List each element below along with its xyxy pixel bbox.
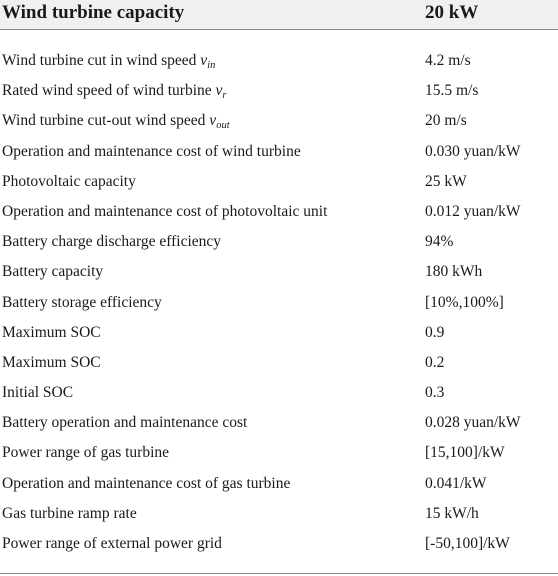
row-label: Battery operation and maintenance cost <box>2 414 248 432</box>
variable-symbol: v <box>215 82 223 100</box>
row-label: Battery charge discharge efficiency <box>2 233 222 251</box>
row-label: Operation and maintenance cost of wind turbine <box>2 142 301 160</box>
row-value: 25 kW <box>425 172 467 190</box>
row-label: Maximum SOC <box>2 323 101 341</box>
variable-subscript: out <box>216 120 230 132</box>
row-label-text: Wind turbine cut-out wind speed <box>2 112 210 130</box>
row-label: Initial SOC <box>2 384 74 402</box>
table-row <box>0 378 558 408</box>
row-label: Operation and maintenance cost of gas turbine <box>2 474 291 492</box>
table-row <box>0 76 558 106</box>
header-value: 20 kW <box>425 2 479 23</box>
row-label: Power range of external power grid <box>2 535 222 552</box>
table-row <box>0 438 558 468</box>
variable-symbol: v <box>209 112 217 130</box>
table-body <box>0 46 558 559</box>
row-value: 0.041/kW <box>425 474 487 492</box>
row-value: 0.3 <box>425 384 445 402</box>
row-value: 15 kW/h <box>425 504 479 522</box>
row-label: Maximum SOC <box>2 353 101 371</box>
table-row <box>0 529 558 559</box>
row-value: 4.2 m/s <box>425 52 471 69</box>
variable-symbol: v <box>200 52 208 69</box>
table-row <box>0 106 558 136</box>
row-value: 0.012 yuan/kW <box>425 202 521 220</box>
table-bottom-rule <box>0 573 558 574</box>
row-label: Power range of gas turbine <box>2 444 170 462</box>
row-label-text: Rated wind speed of wind turbine <box>2 82 216 100</box>
table-row <box>0 499 558 529</box>
table-row <box>0 348 558 378</box>
row-value: [-50,100]/kW <box>425 535 510 552</box>
row-value: 20 m/s <box>425 112 467 130</box>
table-row <box>0 318 558 348</box>
row-label: Photovoltaic capacity <box>2 172 136 190</box>
table-header <box>0 0 558 30</box>
table-row <box>0 227 558 257</box>
row-value: 0.028 yuan/kW <box>425 414 521 432</box>
row-label-text: Wind turbine cut in wind speed <box>2 52 201 69</box>
row-label: Battery storage efficiency <box>2 293 162 311</box>
row-label: Gas turbine ramp rate <box>2 504 137 522</box>
row-value: 0.9 <box>425 323 445 341</box>
table-row <box>0 469 558 499</box>
row-label: Battery capacity <box>2 263 104 281</box>
table-row <box>0 197 558 227</box>
row-value: 0.2 <box>425 353 445 371</box>
table-row <box>0 257 558 287</box>
header-parameter-label: Wind turbine capacity <box>2 2 185 23</box>
row-value: 0.030 yuan/kW <box>425 142 521 160</box>
row-value: [15,100]/kW <box>425 444 505 462</box>
row-label: Operation and maintenance cost of photovoltaic unit <box>2 202 328 220</box>
row-value: [10%,100%] <box>425 293 504 311</box>
table-row <box>0 137 558 167</box>
table-row <box>0 408 558 438</box>
row-value: 15.5 m/s <box>425 82 479 100</box>
variable-subscript: in <box>207 60 216 71</box>
variable-subscript: r <box>222 90 227 102</box>
row-value: 94% <box>425 233 454 251</box>
table-row <box>0 288 558 318</box>
row-value: 180 kWh <box>425 263 483 281</box>
table-row <box>0 46 558 76</box>
table-row <box>0 167 558 197</box>
